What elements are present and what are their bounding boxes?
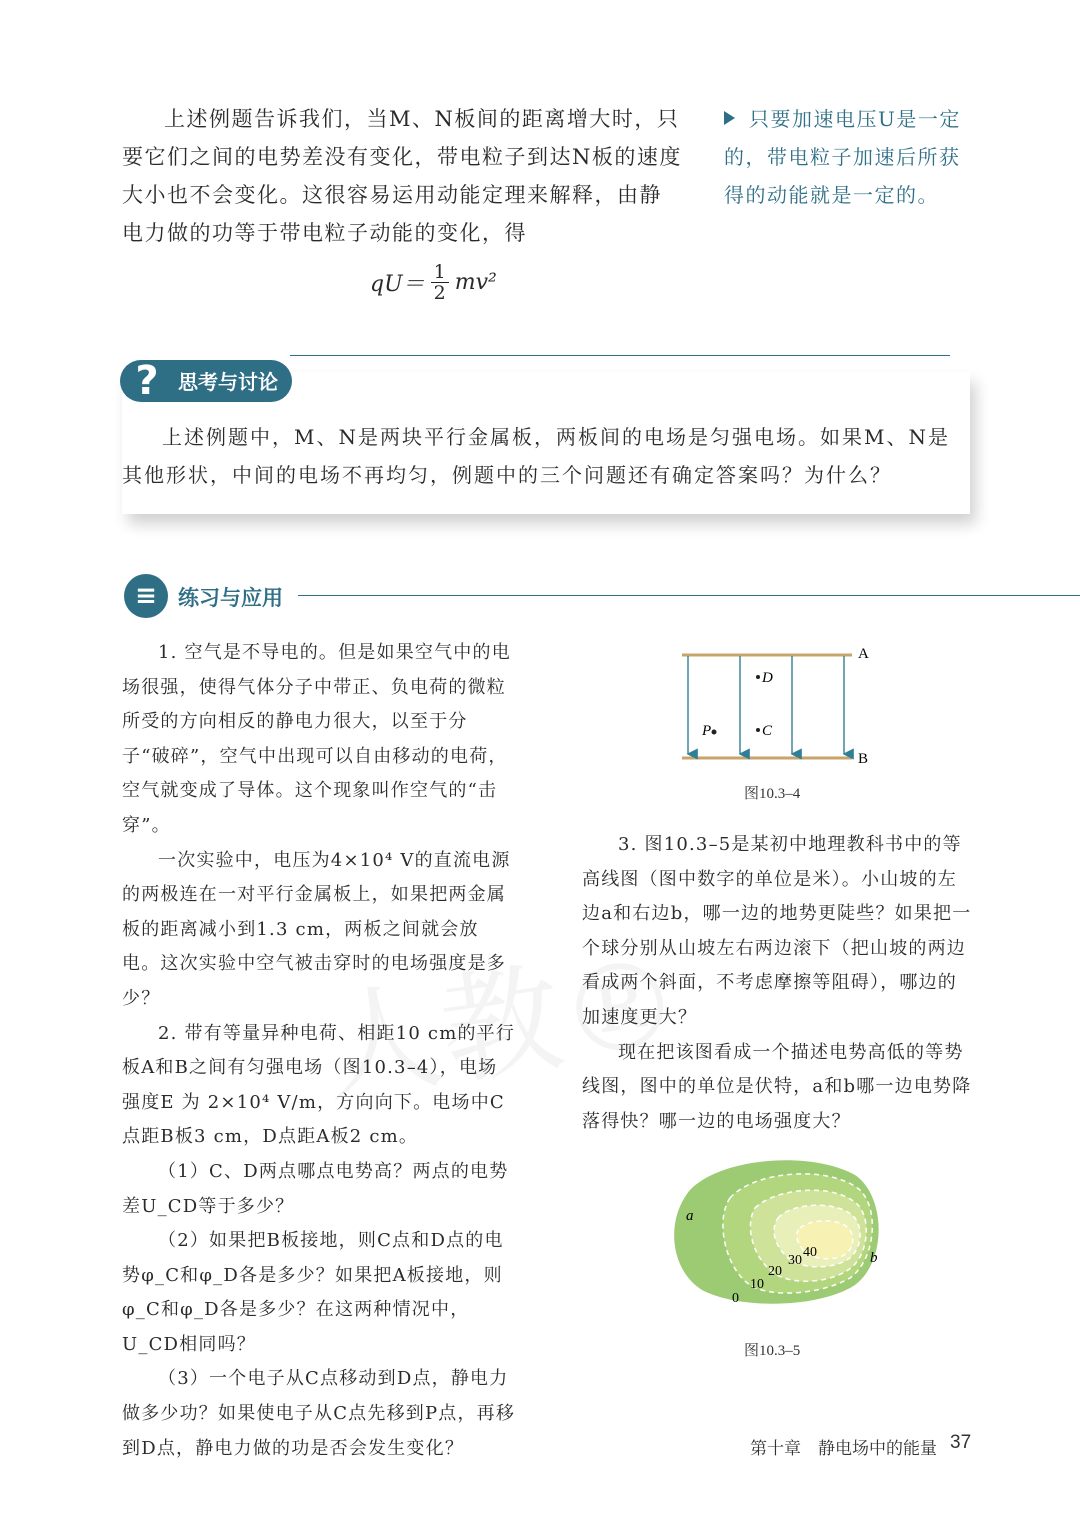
figure2-caption: 图10.3–5 xyxy=(744,1343,801,1359)
triangle-bullet-icon xyxy=(724,111,735,125)
formula xyxy=(370,262,497,303)
exercise-title: 练习与应用 xyxy=(178,586,283,610)
exercise-paragraph: 现在把该图看成一个描述电势高低的等势线图，图中的单位是伏特，a和b哪一边电势降落得快？哪一边的电场强度大？ xyxy=(582,1041,972,1132)
page-number: 37 xyxy=(950,1432,972,1453)
exercise-paragraph: 3. 图10.3–5是某初中地理教科书中的等高线图（图中数字的单位是米）。小山坡的左边a和右边b，哪一边的地势更陡些？如果把一个球分别从山坡左右两边滚下（把山坡的两边看成两个斜面，不考虑摩擦等阻碍），哪边的加速度更大？ xyxy=(582,834,972,1028)
question-icon: ? xyxy=(135,358,159,404)
contour-label: 40 xyxy=(803,1245,817,1260)
contour-label: 0 xyxy=(732,1291,739,1306)
intro-text: 上述例题告诉我们，当M、N板间的距离增大时，只要它们之间的电势差没有变化，带电粒子到达N板的速度大小也不会变化。这很容易运用动能定理来解释，由静电力做的功等于带电粒子动能的变化，得 xyxy=(122,107,682,245)
think-text-block xyxy=(122,418,962,494)
exercise-divider xyxy=(298,595,1080,596)
exercise-paragraph: 一次实验中，电压为4×10⁴ V的直流电源的两极连在一对平行金属板上，如果把两金属板的距离减小到1.3 cm，两板之间就会放电。这次实验中空气被击穿时的电场强度是多少？ xyxy=(122,849,511,1009)
figure-parallel-plates xyxy=(670,640,890,780)
chapter-footer: 第十章 静电场中的能量 xyxy=(750,1439,937,1459)
think-text: 上述例题中，M、N是两块平行金属板，两板间的电场是匀强电场。如果M、N是其他形状，中间的电场不再均匀，例题中的三个问题还有确定答案吗？为什么？ xyxy=(122,425,950,487)
think-title: 思考与讨论 xyxy=(178,370,278,394)
point-d-dot xyxy=(756,675,760,679)
plate-a-label: A xyxy=(858,646,869,662)
side-note-text: 只要加速电压U是一定的，带电粒子加速后所获得的动能就是一定的。 xyxy=(724,107,961,207)
label-a: a xyxy=(686,1208,694,1224)
contour-label: 30 xyxy=(788,1253,802,1268)
figure-contour-map xyxy=(660,1150,890,1310)
figure1-caption: 图10.3–4 xyxy=(744,786,801,802)
contour-label: 10 xyxy=(750,1277,764,1292)
exercise-paragraph: 1. 空气是不导电的。但是如果空气中的电场很强，使得气体分子中带正、负电荷的微粒所受的方向相反的静电力很大，以至于分子“破碎”，空气中出现可以自由移动的电荷，空气就变成了导体。这个现象叫作空气的“击穿”。 xyxy=(122,642,511,836)
point-p-dot xyxy=(712,730,717,735)
point-c-label: C xyxy=(762,723,773,739)
label-b: b xyxy=(870,1250,878,1266)
side-note xyxy=(724,100,974,214)
formula-right: mv² xyxy=(454,270,497,295)
intro-paragraph xyxy=(122,100,682,252)
point-d-label: D xyxy=(762,670,773,686)
exercise-paragraph: 2. 带有等量异种电荷、相距10 cm的平行板A和B之间有匀强电场（图10.3–4），电场强度E 为 2×10⁴ V/m，方向向下。电场中C点距B板3 cm，D点距A板2 cm。 xyxy=(122,1022,516,1148)
exercise-paragraph: （1）C、D两点哪点电势高？两点的电势差U_CD等于多少？ xyxy=(122,1160,509,1217)
plate-b-label: B xyxy=(858,751,869,767)
exercise-paragraph: （3）一个电子从C点移动到D点，静电力做多少功？如果使电子从C点先移到P点，再移到D点，静电力做的功是否会发生变化？ xyxy=(122,1368,516,1459)
point-c-dot xyxy=(756,728,760,732)
point-p-label: P xyxy=(702,723,712,739)
formula-fraction xyxy=(431,262,449,303)
exercise-icon: ≡ xyxy=(124,574,168,618)
exercise-left-column xyxy=(122,636,516,1466)
contour-label: 20 xyxy=(768,1264,782,1279)
formula-numerator: 1 xyxy=(431,262,449,283)
formula-left: qU＝ xyxy=(370,272,425,297)
exercise-paragraph: （2）如果把B板接地，则C点和D点的电势φ_C和φ_D各是多少？如果把A板接地，则φ_C和φ_D各是多少？在这两种情况中，U_CD相同吗？ xyxy=(122,1230,504,1355)
think-divider xyxy=(290,355,950,356)
formula-denominator: 2 xyxy=(433,282,446,304)
exercise-right-column xyxy=(582,828,974,1139)
